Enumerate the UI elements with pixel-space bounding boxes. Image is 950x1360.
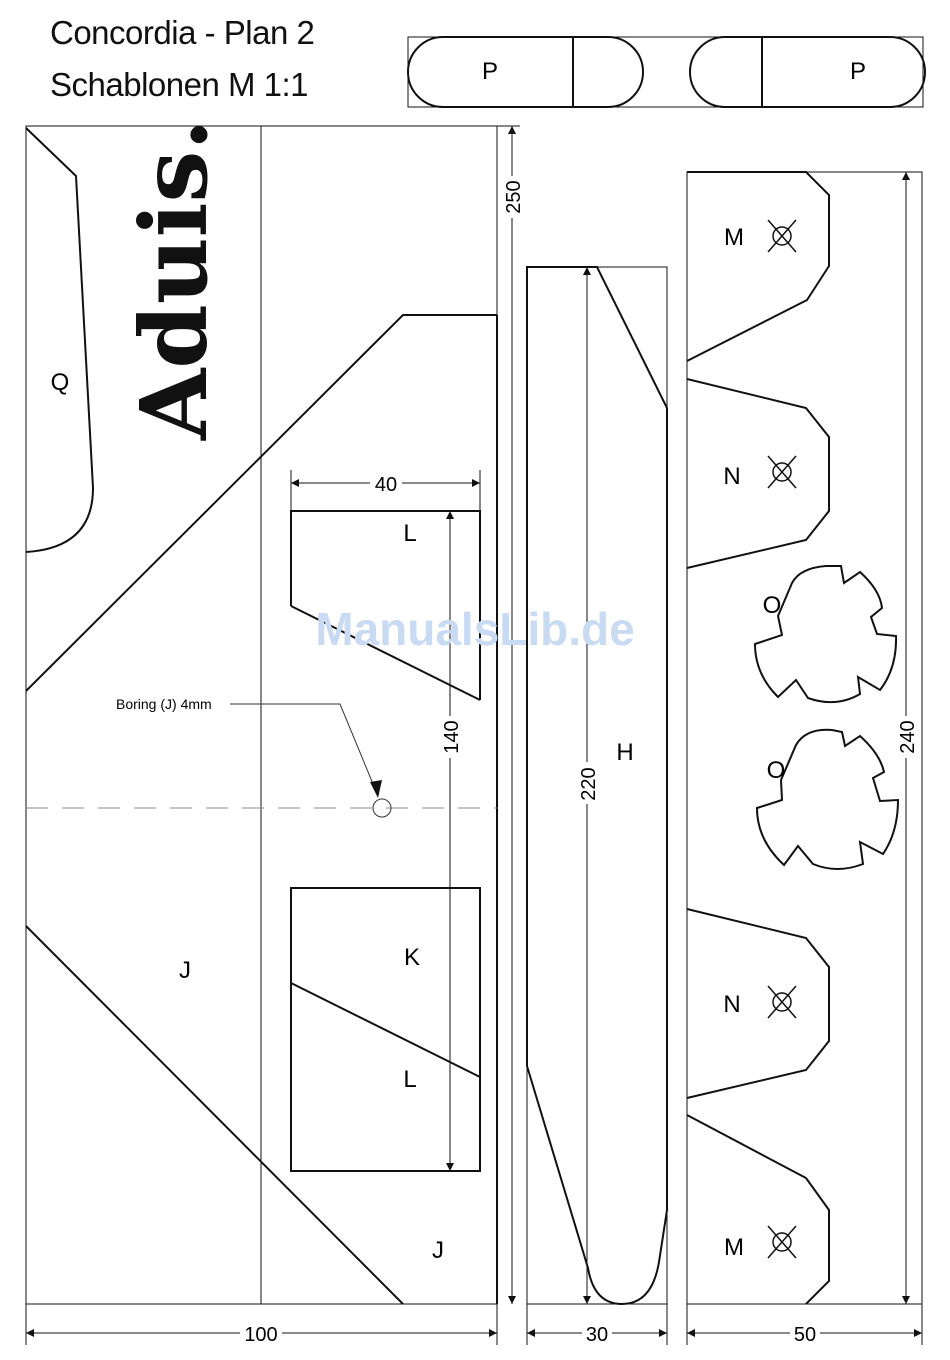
part-l-lower-label: L: [403, 1066, 417, 1093]
part-o-top-outline: [755, 566, 896, 702]
part-kl-lower-group: [291, 888, 480, 1171]
hole-mark-m-bottom: [768, 1226, 796, 1258]
part-q-outline: [26, 128, 93, 552]
dim-250-label: 250: [503, 180, 525, 214]
dim-220-label-group: [577, 762, 600, 804]
part-j-upper-label: J: [179, 957, 191, 984]
part-n-bottom-label: N: [723, 991, 741, 1018]
watermark: ManualsLib.de: [315, 603, 635, 655]
drill-leader-arrow: [370, 780, 382, 798]
part-m-bottom-label: M: [724, 1234, 744, 1261]
drill-note: Boring (J) 4mm: [116, 696, 212, 712]
brand-logo: Aduis.: [120, 118, 228, 440]
part-n-top-label: N: [723, 463, 741, 490]
part-p-left-label: P: [481, 58, 499, 85]
hole-mark-n-top: [768, 456, 796, 488]
dim-240-label: 240: [897, 720, 919, 754]
part-kl-lower-diagonal: [291, 983, 480, 1077]
dim-30-label-group: [582, 1322, 612, 1346]
dim-140-label-group: [440, 716, 463, 758]
part-k-label: K: [403, 944, 421, 971]
part-m-top-label: M: [724, 224, 744, 251]
drill-leader: [230, 704, 378, 796]
part-n-top-outline: [687, 379, 829, 568]
part-o-top-label: O: [762, 592, 782, 619]
dim-140-label: 140: [441, 720, 463, 754]
hole-mark-n-bottom: [768, 986, 796, 1018]
plan-title: Concordia - Plan 2: [50, 14, 315, 51]
part-o-bottom-label: O: [766, 757, 786, 784]
part-n-bottom-outline: [687, 909, 829, 1098]
part-h-label: H: [616, 739, 634, 766]
dim-220-label: 220: [578, 767, 600, 801]
plan-subtitle: Schablonen M 1:1: [50, 66, 309, 103]
dim-50-label-group: [790, 1322, 820, 1346]
left-panel-group: [26, 126, 497, 1304]
dim-100-label-group: [240, 1322, 282, 1346]
dim-40-label-group: [370, 472, 402, 496]
hole-marks: [768, 220, 796, 1258]
part-p-right-outline: [690, 37, 925, 107]
dim-100-label: 100: [244, 1324, 278, 1346]
part-p-right-label: P: [849, 58, 867, 85]
part-p-left-outline: [408, 37, 643, 107]
dim-240-label-group: [896, 716, 919, 758]
right-column-group: [687, 172, 922, 1304]
part-l-upper-label: L: [403, 520, 417, 547]
part-j-lower-label: J: [432, 1237, 444, 1264]
dim-50-label: 50: [793, 1324, 817, 1346]
part-o-bottom-outline: [757, 730, 898, 869]
part-m-top-outline: [687, 172, 829, 361]
hole-mark-m-top: [768, 220, 796, 252]
part-q-label: Q: [50, 369, 70, 396]
dim-40-label: 40: [374, 474, 398, 496]
part-m-bottom-outline: [687, 1115, 829, 1304]
dim-30-label: 30: [585, 1324, 609, 1346]
dim-250-label-group: [502, 176, 525, 218]
